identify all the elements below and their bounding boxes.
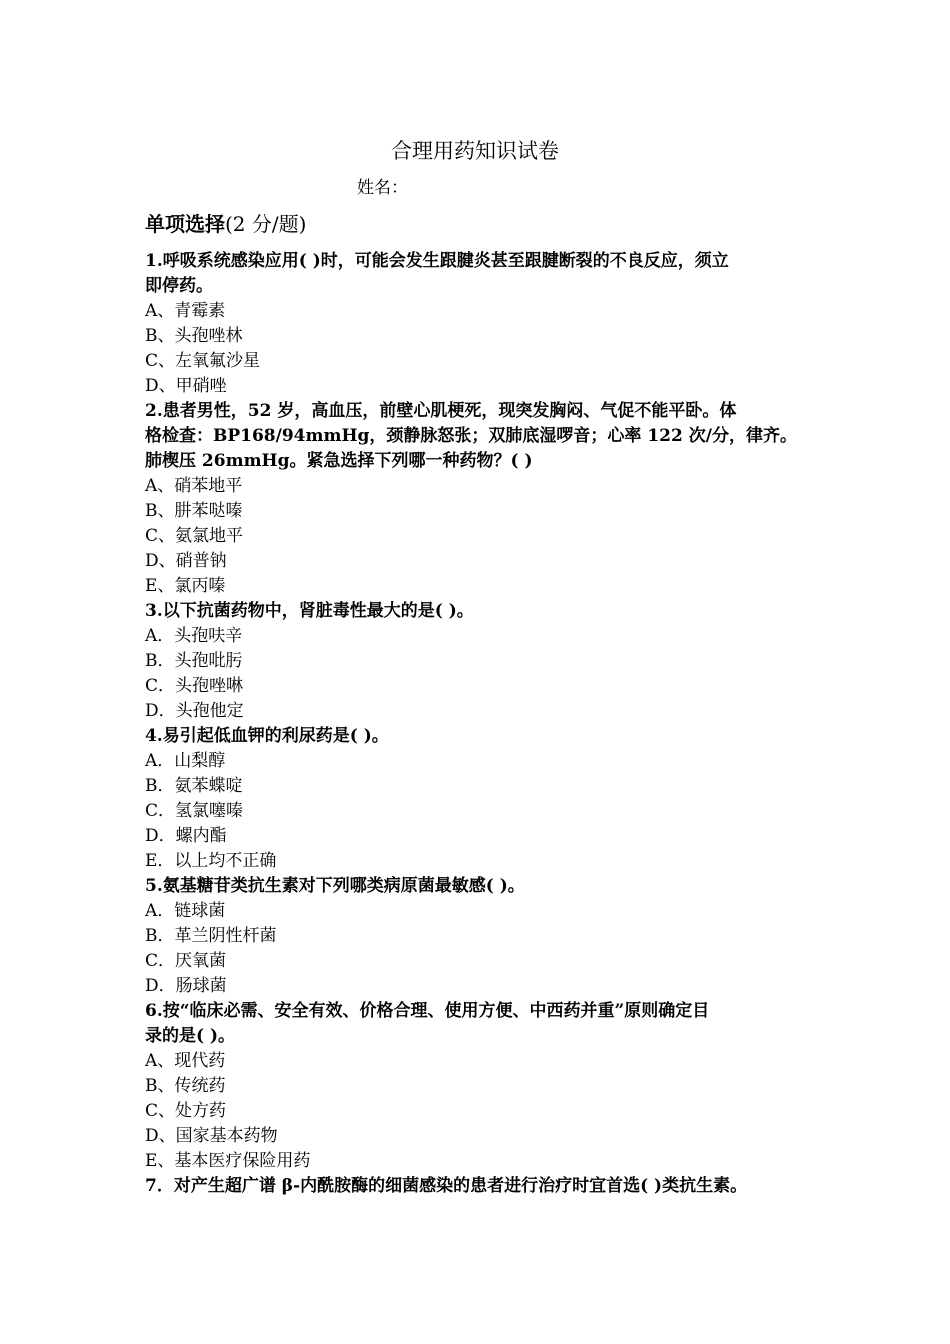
question-block: [145, 1174, 825, 1199]
question-block: [145, 599, 825, 724]
answer-option: D．头孢他定: [145, 701, 244, 721]
answer-option: B．头孢吡肟: [145, 651, 243, 671]
answer-option: C．厌氧菌: [145, 951, 227, 971]
answer-option: D、硝普钠: [145, 551, 227, 571]
question-list: [145, 249, 825, 1199]
question-text: 4.易引起低血钾的利尿药是( )。: [145, 726, 389, 746]
answer-option: A．头孢呋辛: [145, 626, 243, 646]
question-block: [145, 874, 825, 999]
question-text: 录的是( )。: [145, 1026, 236, 1046]
answer-option: A、现代药: [145, 1051, 226, 1071]
answer-option: D．肠球菌: [145, 976, 227, 996]
section-heading-points: (2 分/题): [225, 212, 307, 236]
question-text: 5.氨基糖苷类抗生素对下列哪类病原菌最敏感( )。: [145, 876, 525, 896]
answer-option: C．头孢唑啉: [145, 676, 244, 696]
answer-option: B、头孢唑林: [145, 326, 243, 346]
question-text: 1.呼吸系统感染应用( )时，可能会发生跟腱炎甚至跟腱断裂的不良反应，须立: [145, 251, 729, 271]
answer-option: C、氨氯地平: [145, 526, 244, 546]
name-label: 姓名：: [357, 178, 408, 198]
answer-option: A、青霉素: [145, 301, 226, 321]
question-block: [145, 724, 825, 874]
answer-option: D．螺内酯: [145, 826, 227, 846]
answer-option: E、氯丙嗪: [145, 576, 226, 596]
answer-option: B．革兰阴性杆菌: [145, 926, 277, 946]
answer-option: D、甲硝唑: [145, 376, 227, 396]
page-title: 合理用药知识试卷: [391, 139, 559, 163]
answer-option: C、左氧氟沙星: [145, 351, 261, 371]
answer-option: D、国家基本药物: [145, 1126, 278, 1146]
section-heading-bold: 单项选择: [145, 212, 225, 236]
question-block: [145, 399, 825, 599]
question-text: 3.以下抗菌药物中，肾脏毒性最大的是( )。: [145, 601, 474, 621]
question-text: 即停药。: [145, 276, 213, 296]
question-text: 2.患者男性，52 岁，高血压，前壁心肌梗死，现突发胸闷、气促不能平卧。体: [145, 401, 737, 421]
question-text: 6.按“临床必需、安全有效、价格合理、使用方便、中西药并重”原则确定目: [145, 1001, 710, 1021]
answer-option: E．以上均不正确: [145, 851, 277, 871]
answer-option: C、处方药: [145, 1101, 227, 1121]
answer-option: B、传统药: [145, 1076, 226, 1096]
answer-option: A．山梨醇: [145, 751, 226, 771]
answer-option: C．氢氯噻嗪: [145, 801, 244, 821]
section-heading: [145, 211, 306, 237]
question-text: 肺楔压 26mmHg。紧急选择下列哪一种药物？( ): [145, 451, 533, 471]
question-block: [145, 249, 825, 399]
answer-option: B．氨苯蝶啶: [145, 776, 243, 796]
answer-option: A．链球菌: [145, 901, 226, 921]
answer-option: B、肼苯哒嗪: [145, 501, 243, 521]
question-text: 7．对产生超广谱 β-内酰胺酶的细菌感染的患者进行治疗时宜首选( )类抗生素。: [145, 1176, 748, 1196]
question-block: [145, 999, 825, 1174]
answer-option: E、基本医疗保险用药: [145, 1151, 311, 1171]
question-text: 格检查：BP168/94mmHg，颈静脉怒张；双肺底湿啰音；心率 122 次/分，律齐。: [145, 426, 797, 446]
answer-option: A、硝苯地平: [145, 476, 243, 496]
